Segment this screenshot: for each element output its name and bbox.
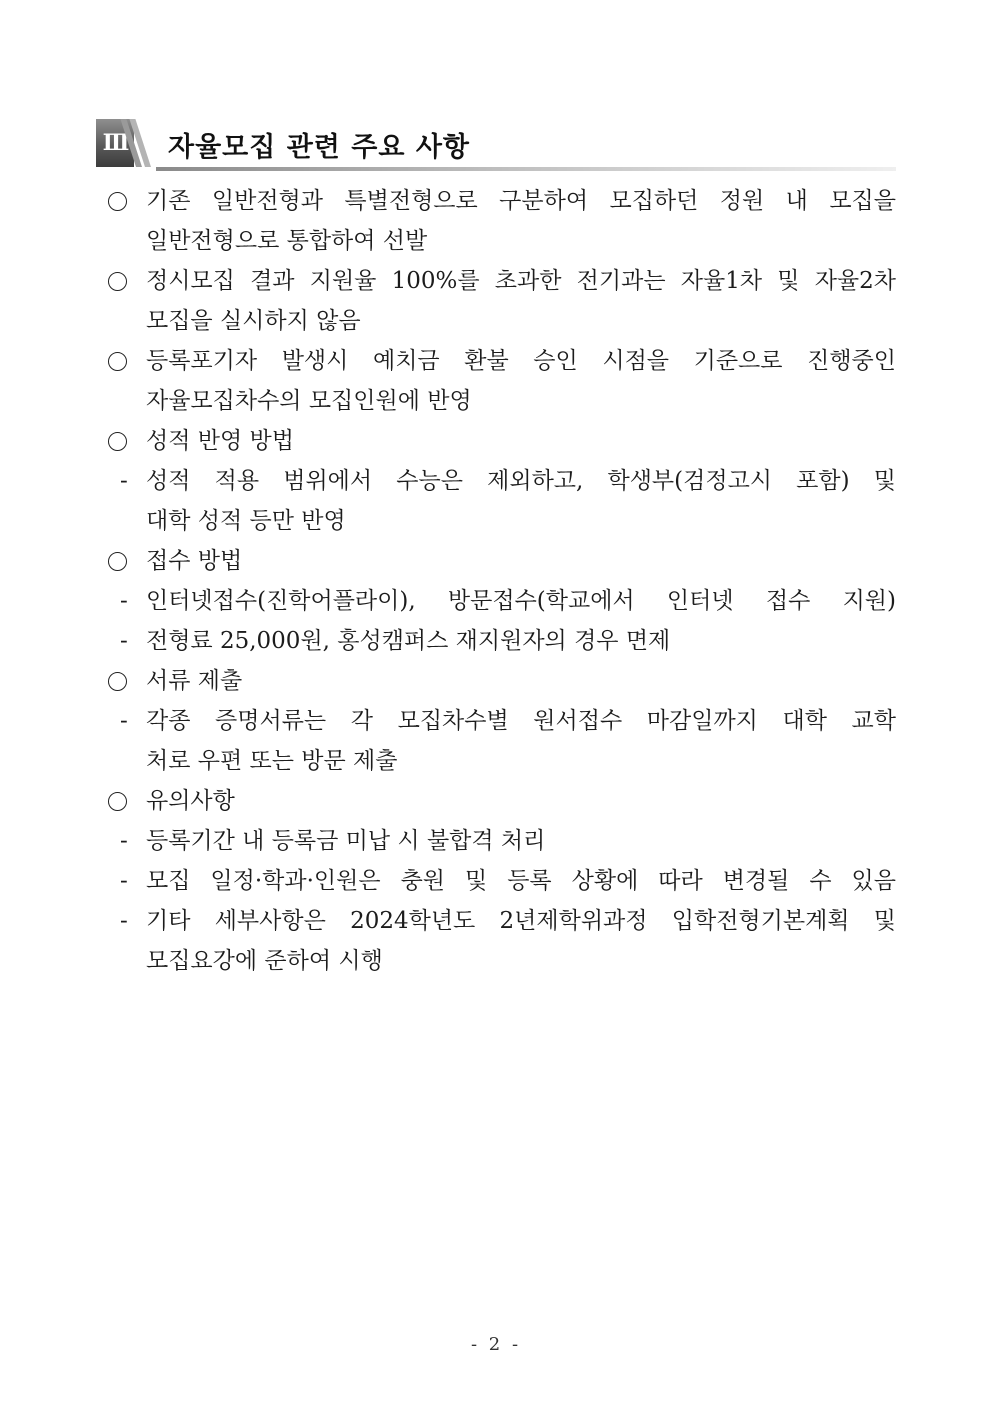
section-title: 자율모집 관련 주요 사항	[168, 132, 471, 163]
continuation-line	[0, 381, 992, 421]
dash-bullet: -	[120, 908, 128, 934]
dash-item-line	[0, 461, 992, 501]
circle-item-line	[0, 541, 992, 581]
circle-item-line	[0, 341, 992, 381]
dash-item-line	[0, 901, 992, 941]
header-underline	[156, 167, 896, 171]
dash-bullet: -	[120, 588, 128, 614]
item-text: 인터넷접수(진학어플라이), 방문접수(학교에서 인터넷 접수 지원)	[146, 588, 896, 614]
continuation-line	[0, 741, 992, 781]
continuation-line	[0, 501, 992, 541]
item-text: 등록기간 내 등록금 미납 시 불합격 처리	[146, 828, 546, 854]
dash-bullet: -	[120, 828, 128, 854]
item-text: 처로 우편 또는 방문 제출	[146, 748, 398, 774]
circle-bullet-icon	[108, 261, 127, 304]
item-text: 정시모집 결과 지원율 100%를 초과한 전기과는 자율1차 및 자율2차	[146, 268, 896, 294]
dash-item-line	[0, 701, 992, 741]
item-text: 모집 일정·학과·인원은 충원 및 등록 상황에 따라 변경될 수 있음	[146, 868, 896, 894]
dash-item-line	[0, 621, 992, 661]
item-text: 기타 세부사항은 2024학년도 2년제학위과정 입학전형기본계획 및	[146, 908, 896, 934]
page-number: - 2 -	[470, 1334, 522, 1355]
continuation-line	[0, 301, 992, 341]
item-text: 각종 증명서류는 각 모집차수별 원서접수 마감일까지 대학 교학	[146, 708, 896, 734]
circle-item-line	[0, 421, 992, 461]
circle-item-line	[0, 781, 992, 821]
dash-bullet: -	[120, 868, 128, 894]
dash-bullet: -	[120, 468, 128, 494]
circle-bullet-icon	[108, 421, 127, 464]
continuation-line	[0, 941, 992, 981]
circle-item-line	[0, 661, 992, 701]
circle-bullet-icon	[108, 781, 127, 824]
circle-bullet-icon	[108, 341, 127, 384]
circle-item-line	[0, 181, 992, 221]
dash-item-line	[0, 861, 992, 901]
item-text: 전형료 25,000원, 홍성캠퍼스 재지원자의 경우 면제	[146, 628, 671, 654]
item-text: 모집요강에 준하여 시행	[146, 948, 383, 974]
item-text: 등록포기자 발생시 예치금 환불 승인 시점을 기준으로 진행중인	[146, 348, 896, 374]
item-text: 유의사항	[146, 788, 235, 814]
dash-item-line	[0, 821, 992, 861]
continuation-line	[0, 221, 992, 261]
item-text: 일반전형으로 통합하여 선발	[146, 228, 428, 254]
dash-item-line	[0, 581, 992, 621]
circle-bullet-icon	[108, 661, 127, 704]
item-text: 접수 방법	[146, 548, 243, 574]
dash-bullet: -	[120, 628, 128, 654]
section-header	[96, 119, 896, 171]
dash-bullet: -	[120, 708, 128, 734]
circle-item-line	[0, 261, 992, 301]
circle-bullet-icon	[108, 181, 127, 224]
item-text: 모집을 실시하지 않음	[146, 308, 361, 334]
item-text: 서류 제출	[146, 668, 243, 694]
section-numeral: Ⅲ	[96, 119, 134, 167]
item-text: 기존 일반전형과 특별전형으로 구분하여 모집하던 정원 내 모집을	[146, 188, 896, 214]
circle-bullet-icon	[108, 541, 127, 584]
item-text: 대학 성적 등만 반영	[146, 508, 346, 534]
item-text: 성적 적용 범위에서 수능은 제외하고, 학생부(검정고시 포함) 및	[146, 468, 896, 494]
item-text: 성적 반영 방법	[146, 428, 294, 454]
item-text: 자율모집차수의 모집인원에 반영	[146, 388, 472, 414]
